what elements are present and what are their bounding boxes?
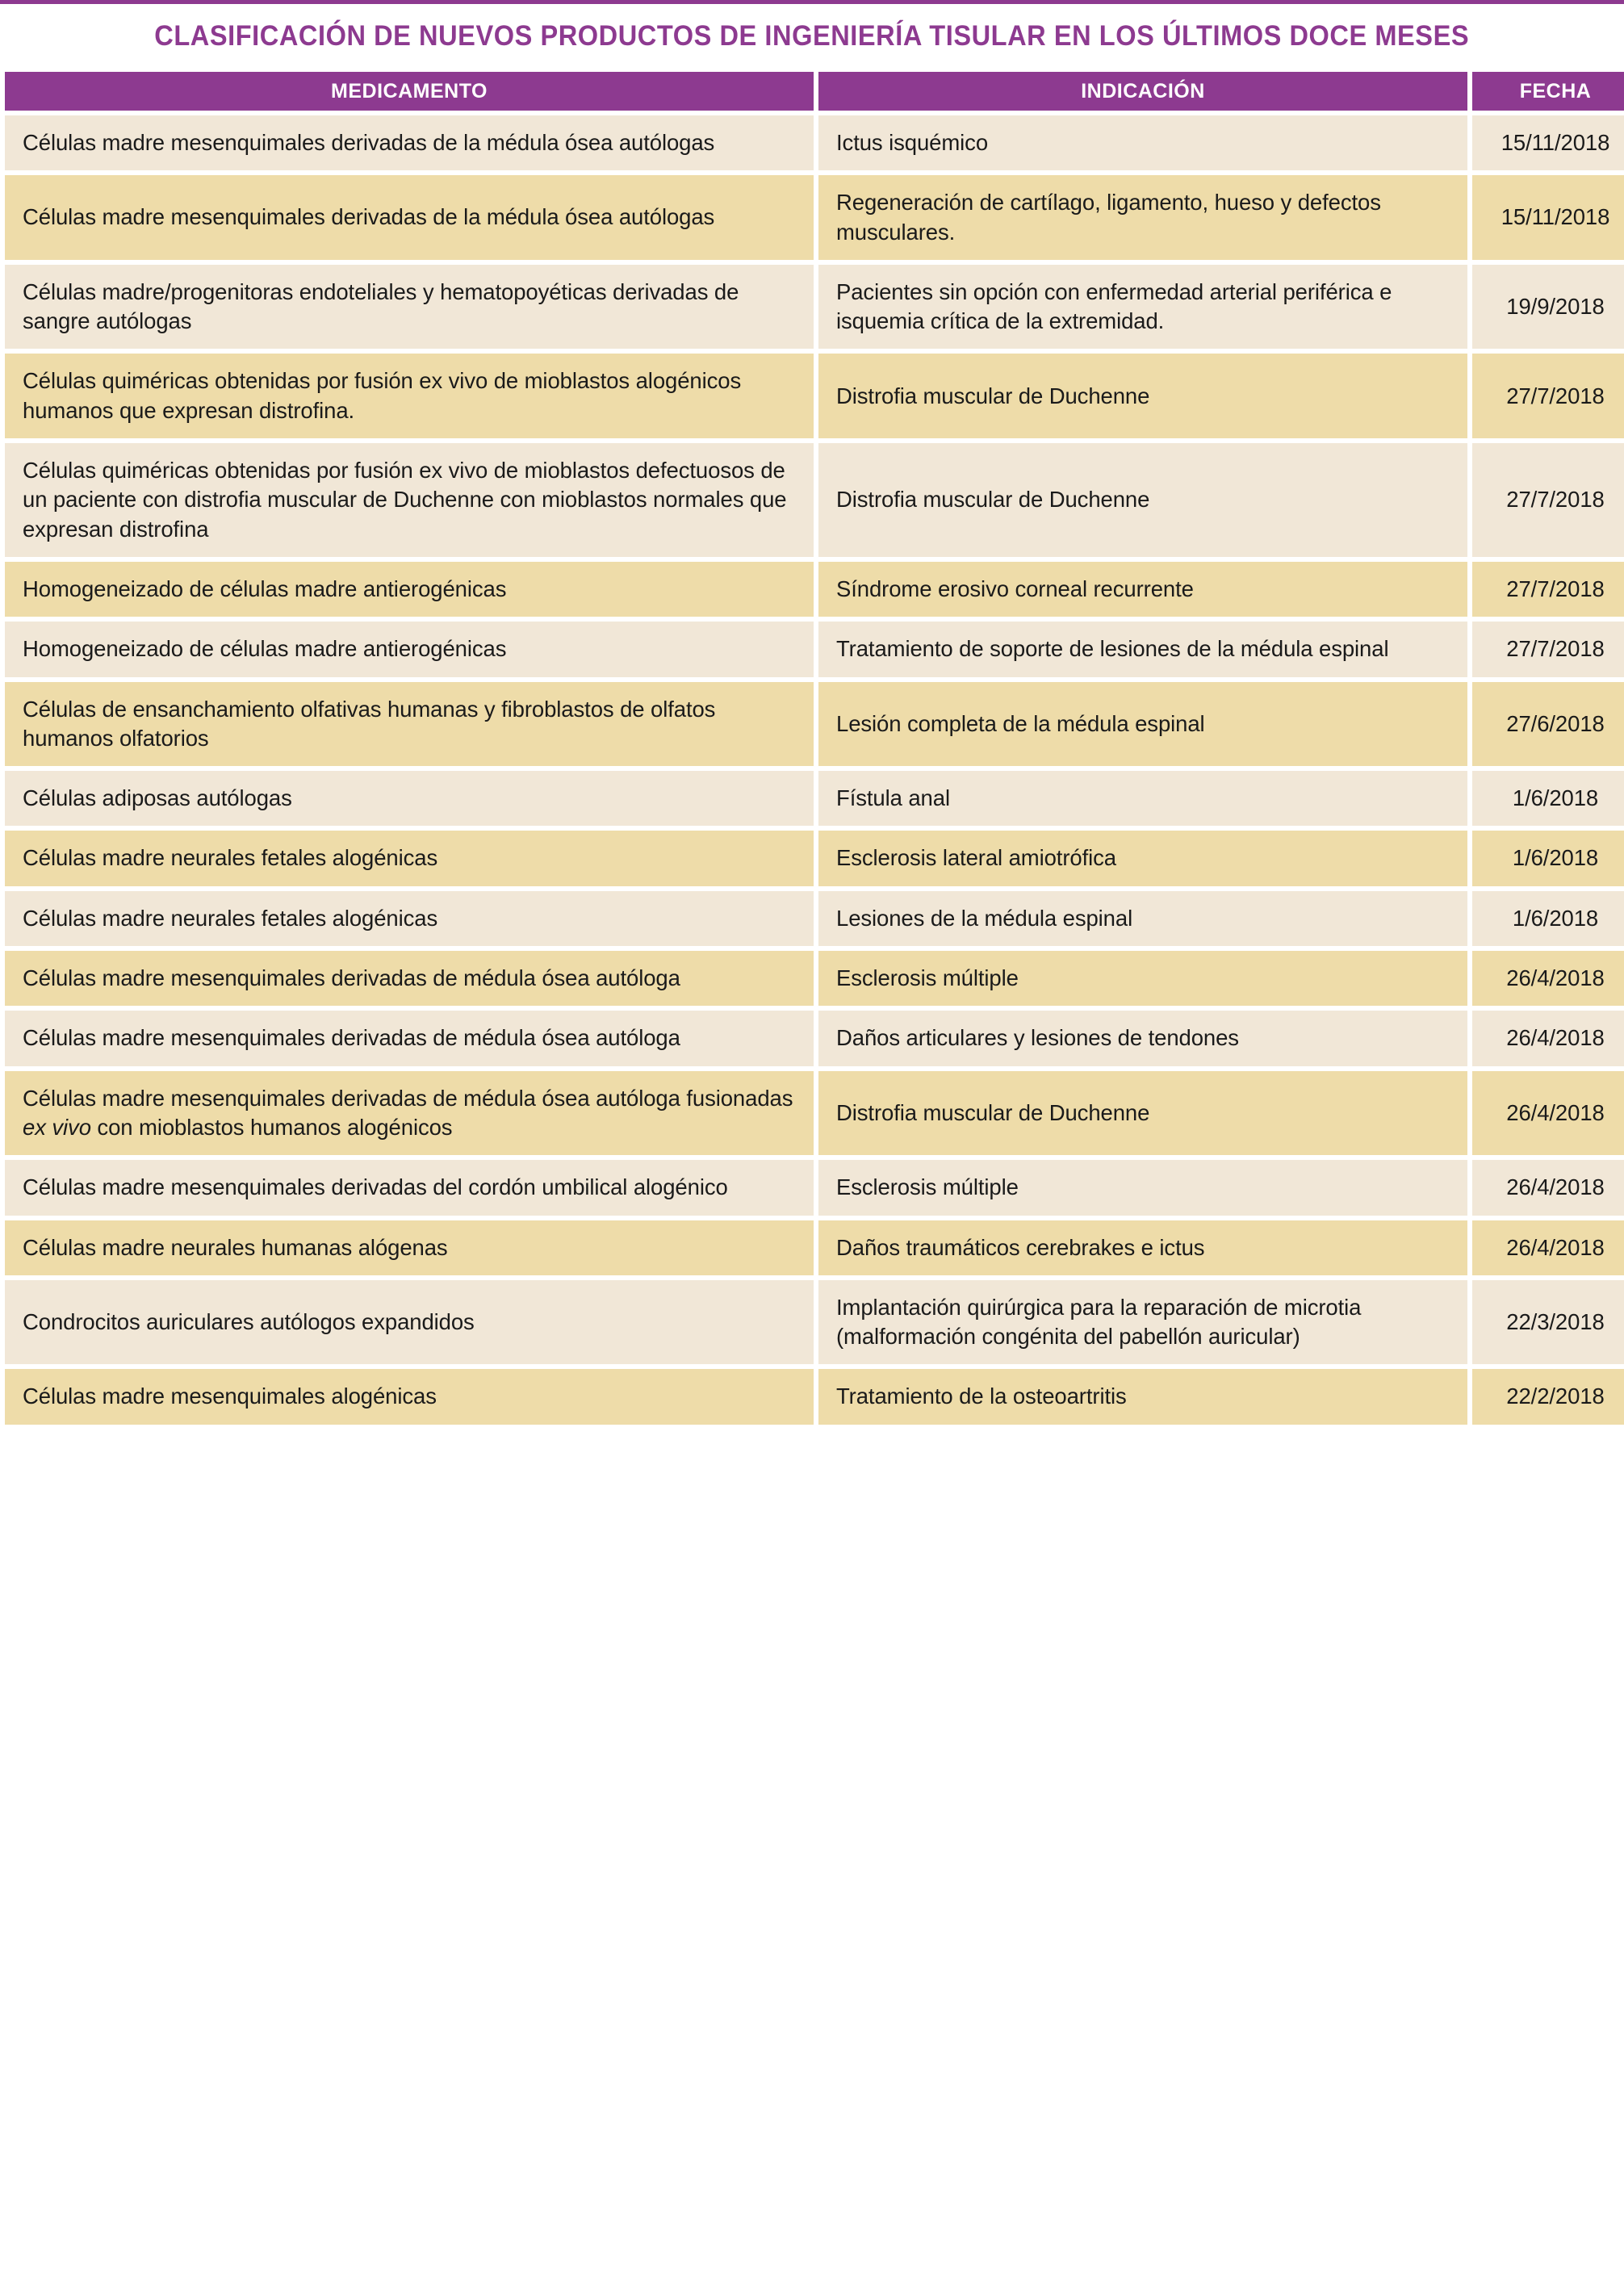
table-header — [5, 72, 1624, 111]
table-row — [5, 682, 1624, 767]
table-row — [5, 354, 1624, 438]
cell-medicamento — [5, 1011, 814, 1065]
table-row — [5, 1011, 1624, 1065]
cell-fecha — [1472, 354, 1624, 438]
indicacion-text: Lesiones de la médula espinal — [836, 905, 1133, 931]
table-row — [5, 1160, 1624, 1215]
indicacion-text: Distrofia muscular de Duchenne — [836, 487, 1150, 513]
fecha-text: 26/4/2018 — [1506, 1234, 1605, 1260]
fecha-text: 26/4/2018 — [1506, 965, 1605, 991]
medicamento-text: Células madre mesenquimales derivadas de médula ósea autóloga — [23, 965, 680, 991]
cell-fecha — [1472, 1011, 1624, 1065]
table-row — [5, 265, 1624, 350]
cell-medicamento — [5, 354, 814, 438]
cell-fecha — [1472, 1071, 1624, 1156]
fecha-text: 1/6/2018 — [1512, 905, 1599, 931]
indicacion-text: Daños articulares y lesiones de tendones — [836, 1025, 1239, 1051]
table-row — [5, 1280, 1624, 1365]
cell-medicamento — [5, 175, 814, 260]
table-row — [5, 622, 1624, 676]
medicamento-text: Células madre mesenquimales derivadas de médula ósea autóloga — [23, 1025, 680, 1051]
fecha-text: 26/4/2018 — [1506, 1099, 1605, 1125]
table-row — [5, 891, 1624, 946]
medicamento-text: Células adiposas autólogas — [23, 785, 292, 811]
cell-indicacion — [818, 1280, 1467, 1365]
medicamento-text: Células madre neurales fetales alogénicas — [23, 905, 438, 931]
cell-indicacion — [818, 1011, 1467, 1065]
table-row — [5, 562, 1624, 617]
medicamento-text: Células quiméricas obtenidas por fusión ex vivo de mioblastos defectuosos de un paciente con distrofia muscular de Duchenne con mioblastos normales que expresan distrofina — [23, 458, 787, 542]
indicacion-text: Daños traumáticos cerebrakes e ictus — [836, 1234, 1205, 1260]
cell-fecha — [1472, 562, 1624, 617]
cell-medicamento — [5, 622, 814, 676]
cell-fecha — [1472, 1160, 1624, 1215]
medicamento-text: Condrocitos auriculares autólogos expandidos — [23, 1308, 475, 1334]
title-band — [0, 4, 1624, 67]
fecha-text: 27/6/2018 — [1506, 710, 1605, 736]
indicacion-text: Lesión completa de la médula espinal — [836, 710, 1205, 736]
cell-indicacion — [818, 562, 1467, 617]
cell-fecha — [1472, 443, 1624, 557]
cell-fecha — [1472, 891, 1624, 946]
cell-fecha — [1472, 1220, 1624, 1275]
cell-fecha — [1472, 115, 1624, 170]
cell-medicamento — [5, 115, 814, 170]
cell-medicamento — [5, 682, 814, 767]
cell-indicacion — [818, 115, 1467, 170]
table-row — [5, 443, 1624, 557]
medicamento-text: Células madre mesenquimales derivadas de la médula ósea autólogas — [23, 130, 715, 155]
fecha-text: 26/4/2018 — [1506, 1025, 1605, 1051]
cell-indicacion — [818, 771, 1467, 826]
cell-indicacion — [818, 1369, 1467, 1424]
table-row — [5, 175, 1624, 260]
fecha-text: 27/7/2018 — [1506, 487, 1605, 513]
medicamento-text: Homogeneizado de células madre antierogénicas — [23, 636, 507, 662]
medicamento-text: Células quiméricas obtenidas por fusión ex vivo de mioblastos alogénicos humanos que expresan distrofina. — [23, 368, 742, 423]
cell-indicacion — [818, 951, 1467, 1006]
page-title: CLASIFICACIÓN DE NUEVOS PRODUCTOS DE INGENIERÍA TISULAR EN LOS ÚLTIMOS DOCE MESES — [154, 19, 1470, 52]
fecha-text: 15/11/2018 — [1501, 130, 1610, 155]
indicacion-text: Esclerosis múltiple — [836, 965, 1019, 991]
cell-indicacion — [818, 443, 1467, 557]
cell-indicacion — [818, 1071, 1467, 1156]
cell-indicacion — [818, 265, 1467, 350]
indicacion-text: Síndrome erosivo corneal recurrente — [836, 576, 1194, 601]
medicamento-text: Células madre/progenitoras endoteliales y hematopoyéticas derivadas de sangre autólogas — [23, 278, 739, 334]
fecha-text: 1/6/2018 — [1512, 785, 1599, 811]
cell-medicamento — [5, 1220, 814, 1275]
cell-indicacion — [818, 891, 1467, 946]
cell-fecha — [1472, 622, 1624, 676]
cell-fecha — [1472, 1369, 1624, 1424]
cell-fecha — [1472, 175, 1624, 260]
cell-indicacion — [818, 354, 1467, 438]
table-row — [5, 831, 1624, 885]
medicamento-text: Células madre neurales fetales alogénicas — [23, 845, 438, 871]
cell-medicamento — [5, 443, 814, 557]
cell-medicamento — [5, 951, 814, 1006]
medicamento-text: Células madre mesenquimales derivadas de médula ósea autóloga fusionadas ex vivo con mioblastos humanos alogénicos — [23, 1085, 793, 1140]
indicacion-text: Ictus isquémico — [836, 130, 989, 155]
cell-medicamento — [5, 1280, 814, 1365]
cell-fecha — [1472, 771, 1624, 826]
fecha-text: 27/7/2018 — [1506, 636, 1605, 662]
indicacion-text: Distrofia muscular de Duchenne — [836, 383, 1150, 408]
cell-medicamento — [5, 1369, 814, 1424]
cell-medicamento — [5, 562, 814, 617]
cell-fecha — [1472, 951, 1624, 1006]
fecha-text: 22/2/2018 — [1506, 1383, 1605, 1409]
medicamento-text: Células madre mesenquimales derivadas de la médula ósea autólogas — [23, 204, 715, 230]
fecha-text: 26/4/2018 — [1506, 1174, 1605, 1200]
cell-medicamento — [5, 891, 814, 946]
column-header-fecha: FECHA — [1472, 72, 1624, 111]
cell-fecha — [1472, 265, 1624, 350]
cell-indicacion — [818, 1160, 1467, 1215]
cell-medicamento — [5, 1160, 814, 1215]
indicacion-text: Implantación quirúrgica para la reparación de microtia (malformación congénita del pabellón auricular) — [836, 1294, 1362, 1350]
tissue-engineering-products-table — [0, 67, 1624, 1430]
indicacion-text: Regeneración de cartílago, ligamento, hueso y defectos musculares. — [836, 190, 1381, 245]
cell-medicamento — [5, 265, 814, 350]
table-row — [5, 115, 1624, 170]
indicacion-text: Fístula anal — [836, 785, 950, 811]
cell-medicamento — [5, 771, 814, 826]
medicamento-text: Células madre mesenquimales alogénicas — [23, 1383, 437, 1409]
medicamento-text: Células madre neurales humanas alógenas — [23, 1234, 448, 1260]
medicamento-text: Células madre mesenquimales derivadas del cordón umbilical alogénico — [23, 1174, 728, 1200]
fecha-text: 19/9/2018 — [1506, 294, 1605, 320]
table-row — [5, 771, 1624, 826]
column-header-indicacion: INDICACIÓN — [818, 72, 1467, 111]
table-body — [5, 115, 1624, 1425]
table-row — [5, 951, 1624, 1006]
cell-fecha — [1472, 1280, 1624, 1365]
cell-indicacion — [818, 831, 1467, 885]
column-header-medicamento: MEDICAMENTO — [5, 72, 814, 111]
cell-fecha — [1472, 831, 1624, 885]
cell-indicacion — [818, 175, 1467, 260]
indicacion-text: Esclerosis múltiple — [836, 1174, 1019, 1200]
table-row — [5, 1369, 1624, 1424]
cell-medicamento — [5, 831, 814, 885]
fecha-text: 27/7/2018 — [1506, 383, 1605, 408]
medicamento-text: Homogeneizado de células madre antierogénicas — [23, 576, 507, 601]
table-row — [5, 1220, 1624, 1275]
table-header-row — [5, 72, 1624, 111]
indicacion-text: Tratamiento de soporte de lesiones de la médula espinal — [836, 636, 1389, 662]
cell-indicacion — [818, 682, 1467, 767]
cell-medicamento — [5, 1071, 814, 1156]
cell-indicacion — [818, 1220, 1467, 1275]
table-row — [5, 1071, 1624, 1156]
cell-indicacion — [818, 622, 1467, 676]
indicacion-text: Esclerosis lateral amiotrófica — [836, 845, 1116, 871]
fecha-text: 27/7/2018 — [1506, 576, 1605, 601]
indicacion-text: Distrofia muscular de Duchenne — [836, 1099, 1150, 1125]
fecha-text: 22/3/2018 — [1506, 1308, 1605, 1334]
indicacion-text: Tratamiento de la osteoartritis — [836, 1383, 1127, 1409]
indicacion-text: Pacientes sin opción con enfermedad arterial periférica e isquemia crítica de la extremidad. — [836, 278, 1392, 334]
fecha-text: 1/6/2018 — [1512, 845, 1599, 871]
fecha-text: 15/11/2018 — [1501, 204, 1610, 230]
cell-fecha — [1472, 682, 1624, 767]
medicamento-text: Células de ensanchamiento olfativas humanas y fibroblastos de olfatos humanos olfatorios — [23, 696, 716, 751]
